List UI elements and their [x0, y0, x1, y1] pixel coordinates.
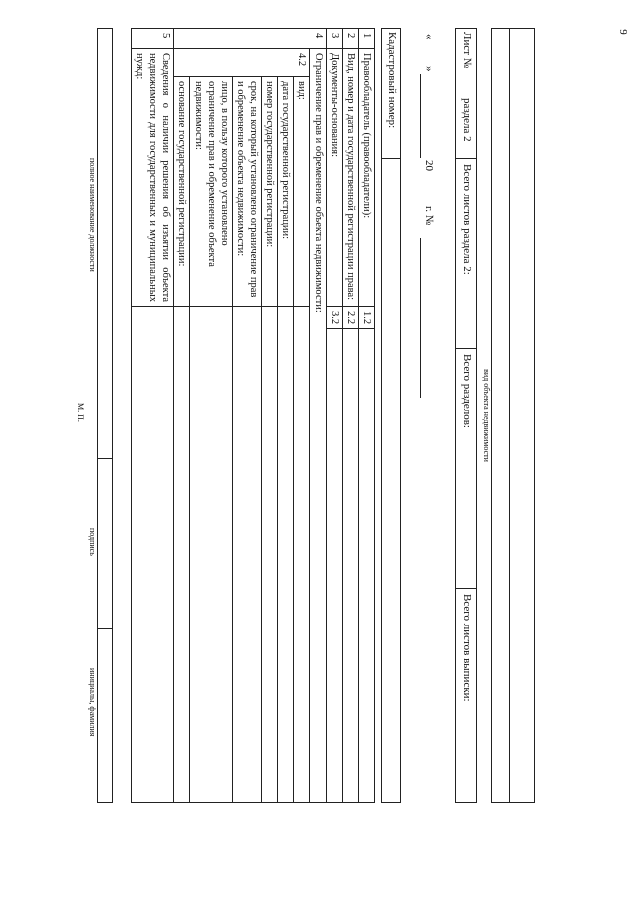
- object-kind-box: [509, 28, 535, 803]
- month-underline: [420, 74, 421, 158]
- section-label: раздела 2: [461, 98, 473, 142]
- table-row: [174, 29, 190, 803]
- table-row: [262, 29, 278, 803]
- sub-row-label: основание государственной регистрации:: [174, 77, 190, 307]
- row-code: 3.2: [326, 307, 342, 329]
- sub-row-value: [174, 307, 190, 803]
- table-row: [132, 29, 174, 803]
- row-code: 2.2: [342, 307, 358, 329]
- year-suffix: г. №: [423, 206, 435, 226]
- sheet-no-label: Лист №: [461, 32, 473, 69]
- row-value: [342, 329, 358, 803]
- number-underline: [420, 238, 421, 398]
- divider: [455, 158, 477, 159]
- signature-caption: подпись: [88, 528, 97, 556]
- table-row: [342, 29, 358, 803]
- sub-row-label: номер государственной регистрации:: [262, 77, 278, 307]
- total-sheets-label: Всего листов выписки:: [461, 594, 473, 702]
- sub-row-value: [232, 307, 261, 803]
- sub-row-value: [262, 307, 278, 803]
- sub-row-label: дата государственной регистрации:: [278, 77, 294, 307]
- table-row: [190, 29, 232, 803]
- sub-row-value: [278, 307, 294, 803]
- row-label: Вид, номер и дата государственной регистрации права:: [342, 49, 358, 307]
- object-kind-value-row: [491, 28, 509, 803]
- row-value: [358, 329, 374, 803]
- cadastral-row: [381, 28, 401, 803]
- seal-caption: М. П.: [76, 403, 85, 422]
- sheets-in-section-label: Всего листов раздела 2:: [461, 164, 473, 275]
- cadastral-label: Кадастровый номер:: [386, 32, 398, 129]
- divider: [455, 348, 477, 349]
- table-row: [278, 29, 294, 803]
- sub-row-value: [294, 307, 310, 803]
- table-row: [358, 29, 374, 803]
- table-row: [232, 29, 261, 803]
- row-number: 3: [326, 29, 342, 49]
- position-caption: полное наименование должности: [88, 158, 97, 272]
- table-row: [326, 29, 342, 803]
- divider: [455, 588, 477, 589]
- row-label: Ограничение прав и обременение объекта недвижимости:: [310, 49, 326, 803]
- row-code: 1.2: [358, 307, 374, 329]
- rights-table: [131, 28, 375, 803]
- sub-row-label: лицо, в пользу которого установлено ограничение прав и обременение объекта недвижимости:: [190, 77, 232, 307]
- rotated-form: [75, 28, 535, 803]
- object-kind-label: вид объекта недвижимости: [482, 369, 491, 462]
- sub-row-label: вид:: [294, 77, 310, 307]
- sub-row-label: срок, на который установлено ограничение прав и обременение объекта недвижимости:: [232, 77, 261, 307]
- page-number: 9: [616, 29, 629, 35]
- sub-row-number: 4.2: [174, 49, 310, 77]
- table-row: [310, 29, 326, 803]
- divider: [97, 628, 113, 629]
- name-caption: инициалы, фамилия: [88, 668, 97, 737]
- signature-row: [97, 28, 113, 803]
- row-number: 1: [358, 29, 374, 49]
- row-number: 2: [342, 29, 358, 49]
- open-quote: «: [423, 34, 435, 40]
- row-value: [132, 307, 174, 803]
- table-row: [294, 29, 310, 803]
- row-label: Правообладатель (правообладатели):: [358, 49, 374, 307]
- divider: [97, 458, 113, 459]
- row-label: Документы-основания:: [326, 49, 342, 307]
- sub-row-value: [190, 307, 232, 803]
- row-number: 5: [132, 29, 174, 49]
- divider: [381, 158, 401, 159]
- close-quote: »: [423, 66, 435, 72]
- year-prefix: 20: [423, 160, 435, 171]
- row-number: 4: [174, 29, 326, 49]
- total-sections-label: Всего разделов:: [461, 354, 473, 428]
- row-label: Сведения о наличии решения об изъятии объекта недвижимости для государственных и муниципальных нужд:: [132, 49, 174, 307]
- row-value: [326, 329, 342, 803]
